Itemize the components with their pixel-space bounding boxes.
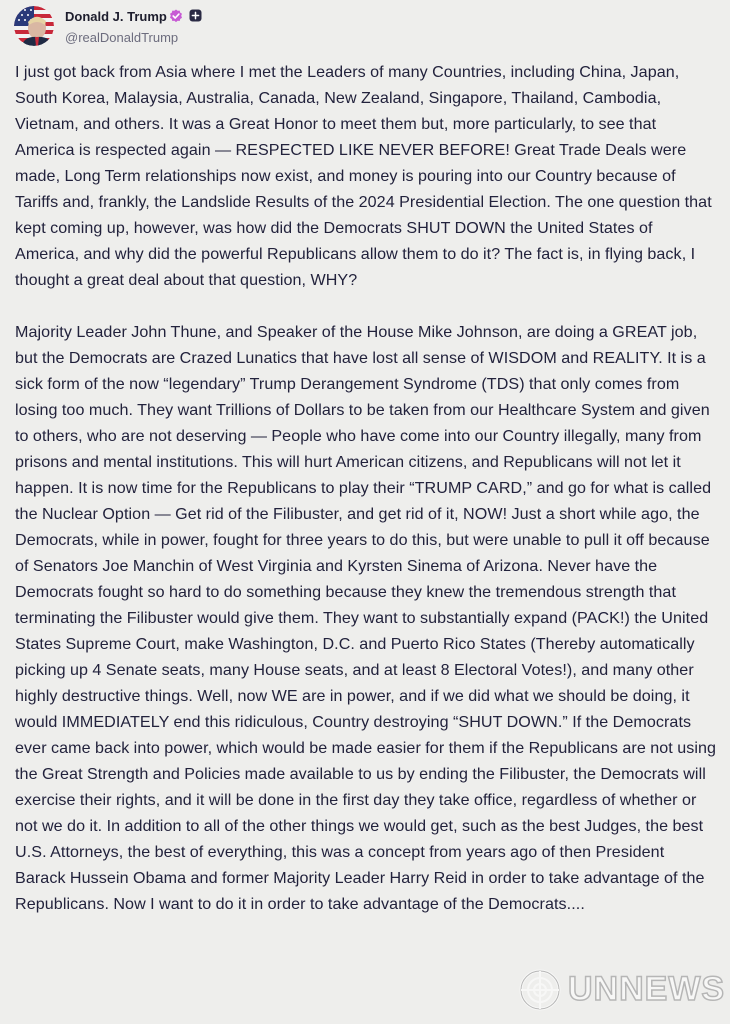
flag-portrait-avatar-icon [14, 6, 54, 46]
avatar[interactable] [14, 6, 54, 46]
post-body [15, 59, 717, 917]
post-paragraph-2: Majority Leader John Thune, and Speaker of the House Mike Johnson, are doing a GREAT job, but the Democrats are Crazed Lunatics that have lost all sense of WISDOM and REALITY. It is a sick form of the now “legendary” Trump Derangement Syndrome (TDS) that only comes from losing too much. They want Trillions of Dollars to be taken from our Healthcare System and given to others, who are not deserving — People who have come into our Country illegally, many from prisons and mental institutions. This will hurt American citizens, and Republicans will not let it happen. It is now time for the Republicans to play their “TRUMP CARD,” and go for what is called the Nuclear Option — Get rid of the Filibuster, and get rid of it, NOW! Just a short while ago, the Democrats, while in power, fought for three years to do this, but were unable to pull it off because of Senators Joe Manchin of West Virginia and Kyrsten Sinema of Arizona. Never have the Democrats fought so hard to do something because they knew the tremendous strength that terminating the Filibuster would give them. They want to substantially expand (PACK!) the United States Supreme Court, make Washington, D.C. and Puerto Rico States (Thereby automatically picking up 4 Senate seats, many House seats, and at least 8 Electoral Votes!), and many other highly destructive things. Well, now WE are in power, and if we did what we should be doing, it would IMMEDIATELY end this ridiculous, Country destroying “SHUT DOWN.” If the Democrats ever came back into power, which would be made easier for them if the Republicans are not using the Great Strength and Policies made available to us by ending the Filibuster, the Democrats will exercise their rights, and it will be done in the first day they take office, regardless of whether or not we do it. In addition to all of the other things we would get, such as the best Judges, the best U.S. Attorneys, the best of everything, this was a concept from years ago of then President Barack Hussein Obama and former Majority Leader Harry Reid in order to take advantage of the Republicans. Now I want to do it in order to take advantage of the Democrats.... [15, 323, 717, 913]
plus-badge-icon [189, 9, 202, 22]
watermark-text: UNNEWS [568, 970, 726, 1008]
author-handle[interactable]: @realDonaldTrump [65, 30, 179, 45]
post-paragraph-1: I just got back from Asia where I met the Leaders of many Countries, including China, Japan, South Korea, Malaysia, Australia, Canada, New Zealand, Singapore, Thailand, Cambodia, Vietnam, and others. It was a Great Honor to meet them but, more particularly, to see that America is respected again — RESPECTED LIKE NEVER BEFORE! Great Trade Deals were made, Long Term relationships now exist, and money is pouring into our Country because of Tariffs and, frankly, the Landslide Results of the 2024 Presidential Election. The one question that kept coming up, however, was how did the Democrats SHUT DOWN the United States of America, and why did the powerful Republicans allow them to do it? The fact is, in flying back, I thought a great deal about that question, WHY? [15, 63, 712, 289]
un-globe-icon [518, 968, 562, 1012]
verified-badge-icon [169, 9, 183, 23]
author-display-name[interactable]: Donald J. Trump [65, 9, 167, 24]
watermark [518, 966, 726, 1012]
